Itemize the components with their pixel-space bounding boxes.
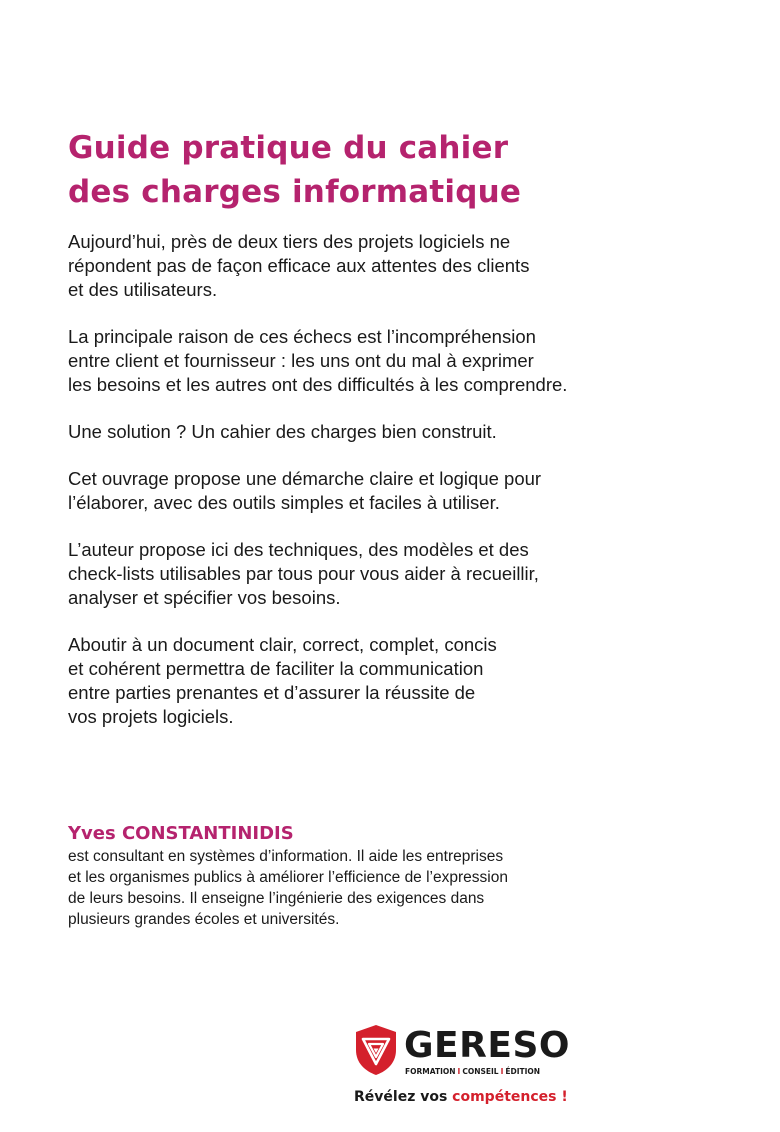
blurb-paragraph (68, 230, 708, 302)
author-name: Yves CONSTANTINIDIS (68, 823, 294, 844)
text-line: et des utilisateurs. (68, 279, 218, 300)
blurb-paragraph (68, 633, 708, 729)
text-line: Cet ouvrage propose une démarche claire et logique pour (68, 468, 542, 489)
text-line: L’auteur propose ici des techniques, des modèles et des (68, 539, 529, 560)
text-line: répondent pas de façon efficace aux attentes des clients (68, 255, 530, 276)
text-line: check-lists utilisables par tous pour vous aider à recueillir, (68, 563, 539, 584)
author-bio (68, 846, 708, 930)
text-line: entre client et fournisseur : les uns ont du mal à exprimer (68, 350, 534, 371)
brand-sub-item: CONSEIL (462, 1067, 499, 1076)
bio-line: plusieurs grandes écoles et universités. (68, 911, 340, 928)
blurb (68, 230, 708, 752)
blurb-paragraph (68, 538, 708, 610)
title-line: Guide pratique du cahier (68, 130, 509, 166)
title-line: des charges informatique (68, 174, 522, 210)
text-line: vos projets logiciels. (68, 706, 234, 727)
brand-subtitle (405, 1067, 540, 1077)
text-line: l’élaborer, avec des outils simples et faciles à utiliser. (68, 492, 500, 513)
brand-separator: I (457, 1067, 461, 1076)
brand-separator: I (500, 1067, 504, 1076)
blurb-paragraph (68, 467, 708, 515)
tagline-accent: compétences ! (452, 1089, 568, 1105)
book-title (68, 126, 708, 214)
bio-line: de leurs besoins. Il enseigne l’ingénierie des exigences dans (68, 890, 485, 907)
tagline-prefix: Révélez vos (354, 1089, 453, 1105)
gereso-shield-icon (354, 1024, 398, 1076)
text-line: entre parties prenantes et d’assurer la réussite de (68, 682, 476, 703)
text-line: analyser et spécifier vos besoins. (68, 587, 341, 608)
brand-sub-item: FORMATION (405, 1067, 456, 1076)
text-line: Une solution ? Un cahier des charges bien construit. (68, 421, 497, 442)
text-line: Aboutir à un document clair, correct, complet, concis (68, 634, 497, 655)
text-line: La principale raison de ces échecs est l’incompréhension (68, 326, 536, 347)
brand-name: GERESO (404, 1025, 570, 1066)
author-section (68, 822, 708, 930)
bio-line: et les organismes publics à améliorer l’efficience de l’expression (68, 869, 508, 886)
text-line: les besoins et les autres ont des difficultés à les comprendre. (68, 374, 568, 395)
publisher-tagline (354, 1088, 568, 1106)
text-line: Aujourd’hui, près de deux tiers des projets logiciels ne (68, 231, 511, 252)
blurb-paragraph (68, 420, 708, 444)
publisher-logo (354, 1024, 574, 1080)
brand-sub-item: ÉDITION (505, 1067, 541, 1076)
blurb-paragraph (68, 325, 708, 397)
text-line: et cohérent permettra de faciliter la communication (68, 658, 484, 679)
bio-line: est consultant en systèmes d’information. Il aide les entreprises (68, 848, 504, 865)
